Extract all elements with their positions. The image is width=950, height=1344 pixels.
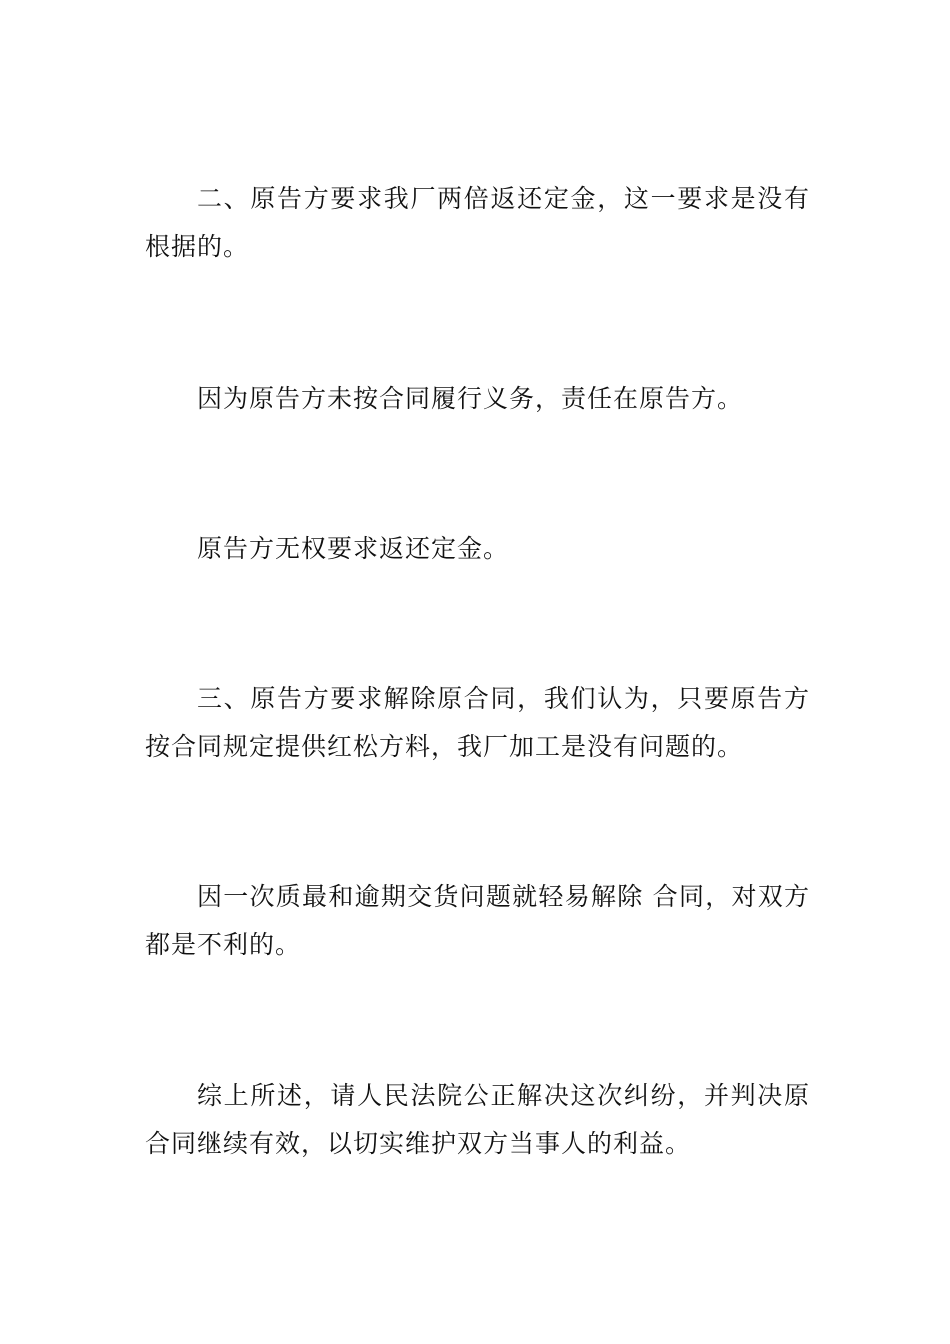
paragraph-conclusion: 综上所述，请人民法院公正解决这次纠纷，并判决原合同继续有效，以切实维护双方当事人的利益。 (145, 1081, 810, 1158)
paragraph-double-deposit-claim: 二、原告方要求我厂两倍返还定金，这一要求是没有根据的。 (145, 184, 810, 261)
paragraph-plaintiff-responsibility: 因为原告方未按合同履行义务，责任在原告方。 (197, 384, 744, 413)
paragraph-termination-unfavorable: 因一次质最和逾期交货问题就轻易解除 合同，对双方都是不利的。 (145, 882, 810, 959)
paragraph-no-right-to-deposit: 原告方无权要求返还定金。 (197, 534, 510, 563)
paragraph-contract-termination-claim: 三、原告方要求解除原合同，我们认为，只要原告方按合同规定提供红松方料，我厂加工是没有问题的。 (145, 684, 810, 761)
